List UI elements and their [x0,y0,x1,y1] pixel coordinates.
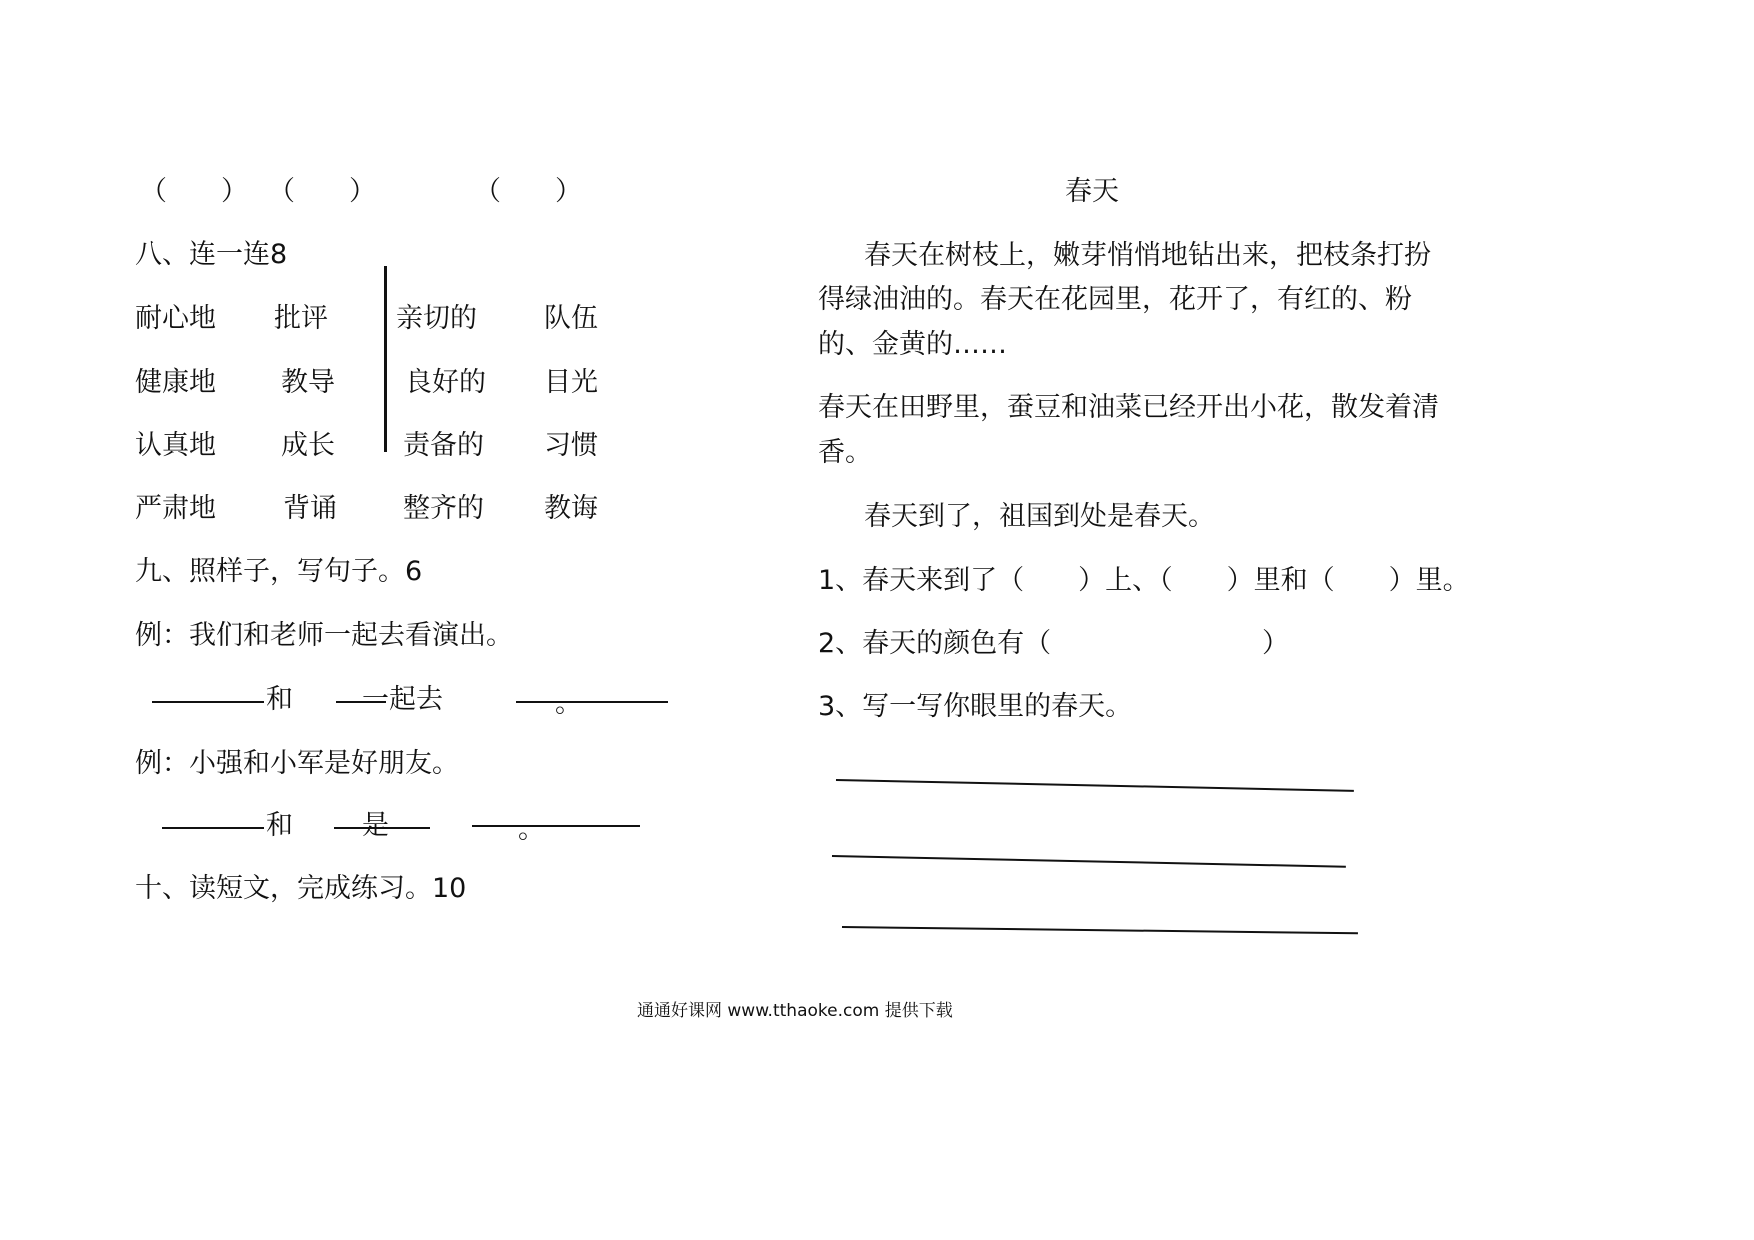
fill-period: 。 [518,814,545,845]
passage-line: 春天到了，祖国到处是春天。 [864,501,1215,532]
match-col4-item: 教诲 [544,493,598,524]
match-col4-item: 队伍 [544,303,598,334]
match-col3-item: 亲切的 [396,303,477,334]
blank-paren-1: （ ） [140,176,248,207]
answer-blank[interactable] [516,701,668,703]
fill-word-and: 和 [266,684,293,715]
answer-blank[interactable] [472,825,640,827]
blank-paren-2: （ ） [268,176,376,207]
match-col3-item: 良好的 [405,367,486,398]
match-col3-item: 整齐的 [403,493,484,524]
match-col1-item: 健康地 [135,367,216,398]
writing-line[interactable] [836,779,1354,792]
question-2: 2、春天的颜色有（ [818,628,1052,659]
match-col4-item: 目光 [544,367,598,398]
passage-line: 香。 [818,437,872,468]
passage-line: 得绿油油的。春天在花园里，花开了，有红的、粉 [818,284,1412,315]
passage-title: 春天 [1065,176,1119,207]
blank-paren-3: （ ） [474,176,582,207]
passage-line: 春天在田野里，蚕豆和油菜已经开出小花，散发着清 [818,392,1439,423]
answer-blank[interactable] [152,701,264,703]
writing-line[interactable] [842,926,1358,934]
example-sentence-2: 例：小强和小军是好朋友。 [135,748,459,779]
match-col2-item: 批评 [274,303,328,334]
match-col2-item: 背诵 [283,493,337,524]
match-divider [384,266,387,452]
section9-title: 九、照样子，写句子。6 [135,556,423,587]
match-col3-item: 责备的 [403,430,484,461]
match-col2-item: 教导 [281,367,335,398]
writing-line[interactable] [832,855,1346,868]
fill-word-and: 和 [266,810,293,841]
passage-line: 的、金黄的…… [818,329,1007,360]
match-col1-item: 耐心地 [135,303,216,334]
section10-title: 十、读短文，完成练习。10 [135,873,467,904]
fill-word-together: 一起去 [362,684,443,715]
question-1: 1、春天来到了（ ）上、（ ）里和（ ）里。 [818,565,1470,596]
fill-word-is: 是 [362,810,389,841]
match-col2-item: 成长 [281,430,335,461]
fill-period: 。 [555,688,582,719]
match-col1-item: 认真地 [135,430,216,461]
match-col4-item: 习惯 [544,430,598,461]
question-2-close-paren: ） [1262,628,1289,659]
footer-credit: 通通好课网 www.tthaoke.com 提供下载 [637,1001,953,1021]
question-3: 3、写一写你眼里的春天。 [818,691,1133,722]
match-col1-item: 严肃地 [135,493,216,524]
passage-line: 春天在树枝上，嫩芽悄悄地钻出来，把枝条打扮 [864,240,1431,271]
answer-blank[interactable] [162,827,264,829]
section8-title: 八、连一连8 [135,239,288,270]
example-sentence-1: 例：我们和老师一起去看演出。 [135,620,513,651]
